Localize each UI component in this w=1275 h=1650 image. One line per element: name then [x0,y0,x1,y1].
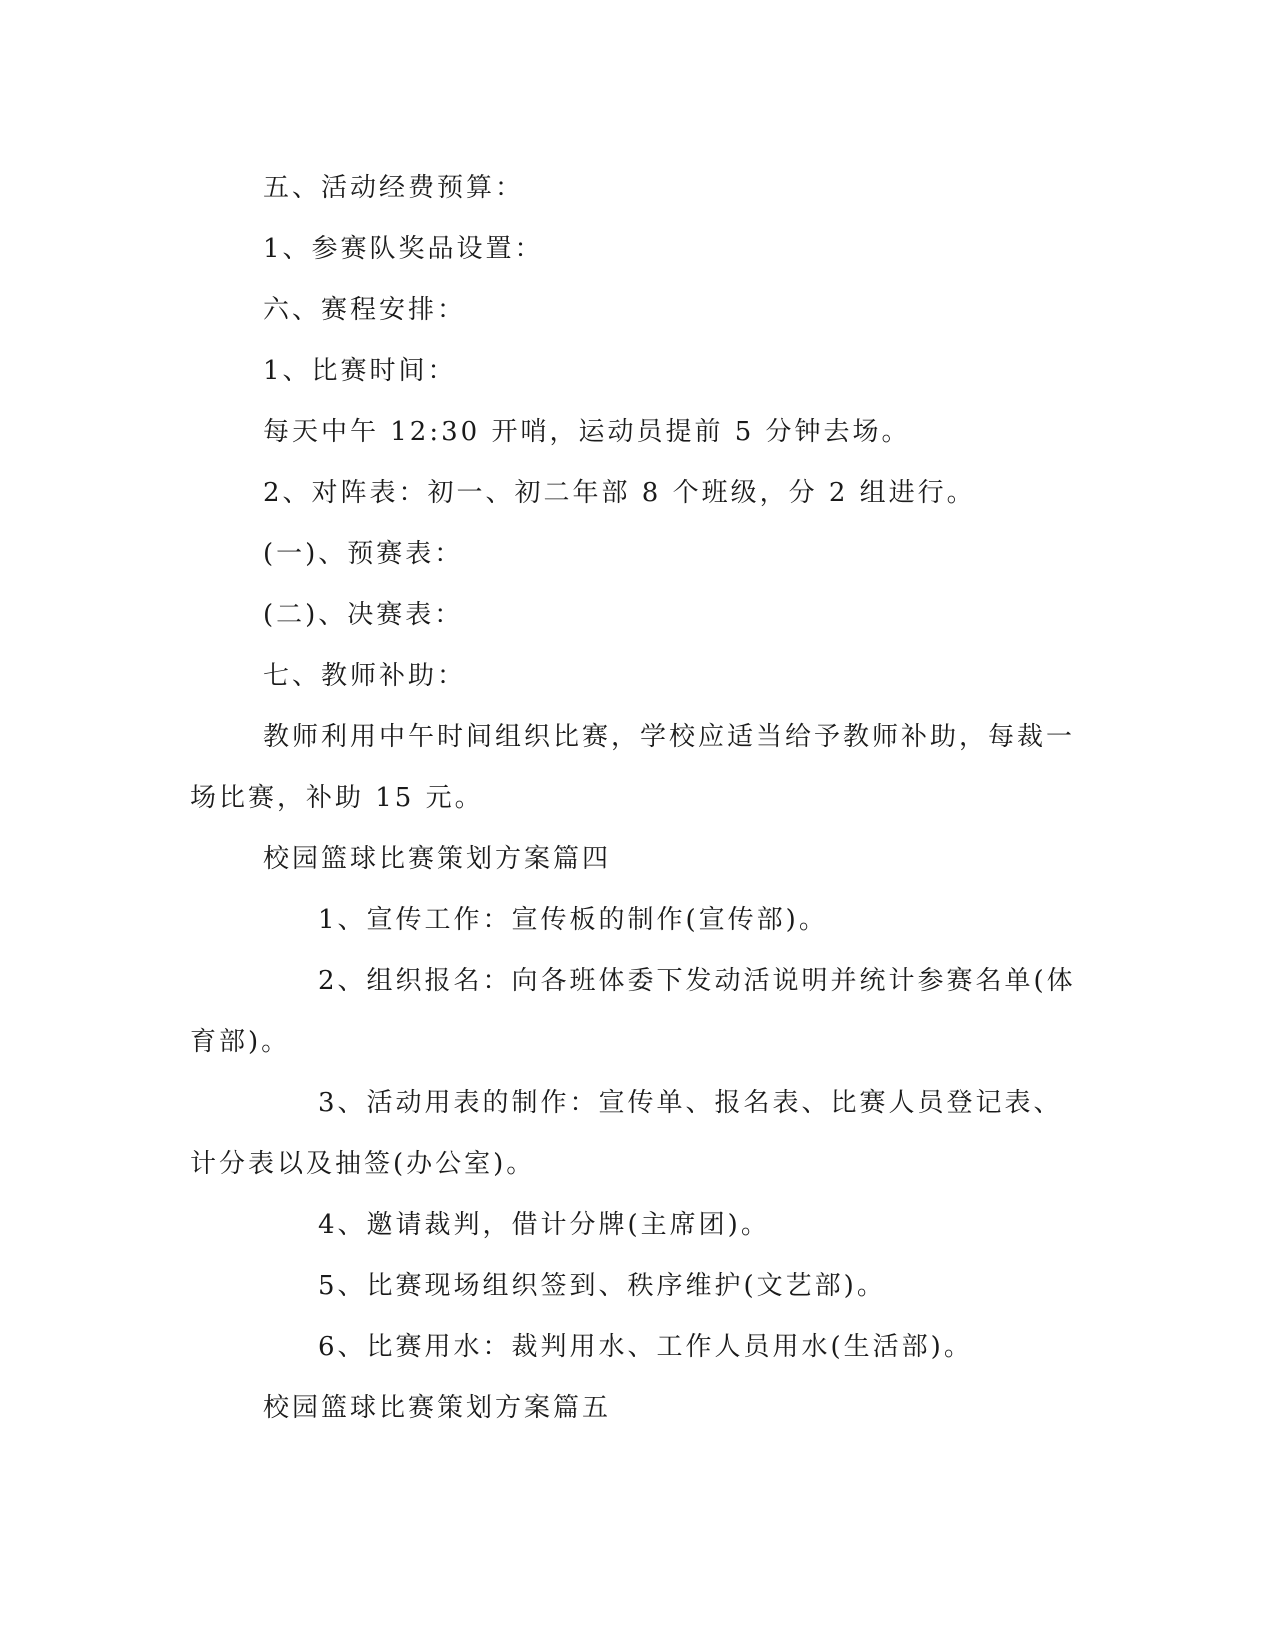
teacher-subsidy-text-line-2: 场比赛，补助 15 元。 [190,783,484,813]
schedule-time-detail: 每天中午 12:30 开哨，运动员提前 5 分钟去场。 [263,417,911,447]
plan-four-item-5: 5、比赛现场组织签到、秩序维护(文艺部)。 [318,1271,886,1301]
final-table-label: (二)、决赛表： [263,600,464,630]
schedule-item-matchups: 2、对阵表：初一、初二年部 8 个班级，分 2 组进行。 [263,478,976,508]
budget-item-prizes: 1、参赛队奖品设置： [263,234,544,264]
plan-four-item-2-line-1: 2、组织报名：向各班体委下发动活说明并统计参赛名单(体 [318,966,1076,996]
preliminary-table-label: (一)、预赛表： [263,539,464,569]
plan-four-item-6: 6、比赛用水：裁判用水、工作人员用水(生活部)。 [318,1332,973,1362]
plan-four-item-3-line-2: 计分表以及抽签(办公室)。 [190,1149,536,1179]
plan-four-item-4: 4、邀请裁判，借计分牌(主席团)。 [318,1210,770,1240]
section-heading-schedule: 六、赛程安排： [263,295,467,325]
plan-four-item-3-line-1: 3、活动用表的制作：宣传单、报名表、比赛人员登记表、 [318,1088,1063,1118]
schedule-item-time: 1、比赛时间： [263,356,457,386]
plan-four-title: 校园篮球比赛策划方案篇四 [263,844,612,874]
plan-five-title: 校园篮球比赛策划方案篇五 [263,1393,612,1423]
teacher-subsidy-text-line-1: 教师利用中午时间组织比赛，学校应适当给予教师补助，每裁一 [263,722,1076,752]
section-heading-teacher-subsidy: 七、教师补助： [263,661,467,691]
section-heading-budget: 五、活动经费预算： [263,173,525,203]
plan-four-item-2-line-2: 育部)。 [190,1027,291,1057]
plan-four-item-1: 1、宣传工作：宣传板的制作(宣传部)。 [318,905,828,935]
